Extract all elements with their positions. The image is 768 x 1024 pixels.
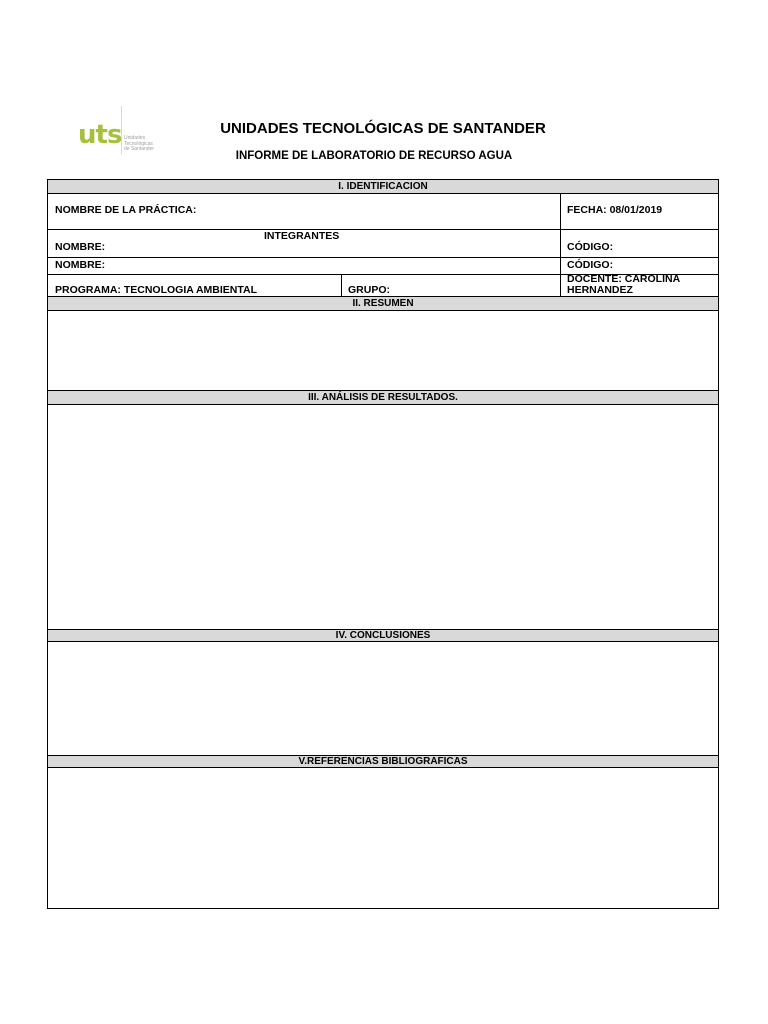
logo-mark: uts <box>78 120 122 150</box>
divider <box>560 194 561 229</box>
document-subtitle: INFORME DE LABORATORIO DE RECURSO AGUA <box>235 150 513 162</box>
section-identificacion-header: I. IDENTIFICACION <box>48 180 718 194</box>
member-1-name-label: NOMBRE: <box>55 241 106 253</box>
summary-area[interactable] <box>48 311 718 390</box>
logo-text: Unidades Tecnológicas de Santander <box>124 135 155 152</box>
teacher-label: DOCENTE: CAROLINA HERNANDEZ <box>567 273 680 296</box>
section-referencias-header: V.REFERENCIAS BIBLIOGRAFICAS <box>48 756 718 768</box>
section-resumen-header: II. RESUMEN <box>48 297 718 311</box>
divider <box>560 274 561 296</box>
section-conclusiones-header: IV. CONCLUSIONES <box>48 630 718 642</box>
divider <box>48 257 718 258</box>
group-label: GRUPO: <box>348 284 390 296</box>
divider <box>560 229 561 276</box>
member-2-code-label: CÓDIGO: <box>567 259 614 271</box>
lab-report-form <box>47 179 719 909</box>
date-label: FECHA: 08/01/2019 <box>567 204 663 216</box>
conclusions-area[interactable] <box>48 642 718 755</box>
members-heading: INTEGRANTES <box>264 230 340 242</box>
divider <box>341 274 342 296</box>
section-analisis-header: III. ANÁLISIS DE RESULTADOS. <box>48 391 718 405</box>
results-analysis-area[interactable] <box>48 405 718 629</box>
member-1-code-label: CÓDIGO: <box>567 241 614 253</box>
practice-name-label: NOMBRE DE LA PRÁCTICA: <box>55 204 197 216</box>
member-2-name-label: NOMBRE: <box>55 259 106 271</box>
divider <box>48 229 718 230</box>
program-label: PROGRAMA: TECNOLOGIA AMBIENTAL <box>55 284 258 296</box>
document-title: UNIDADES TECNOLÓGICAS DE SANTANDER <box>220 120 546 137</box>
references-area[interactable] <box>48 768 718 908</box>
